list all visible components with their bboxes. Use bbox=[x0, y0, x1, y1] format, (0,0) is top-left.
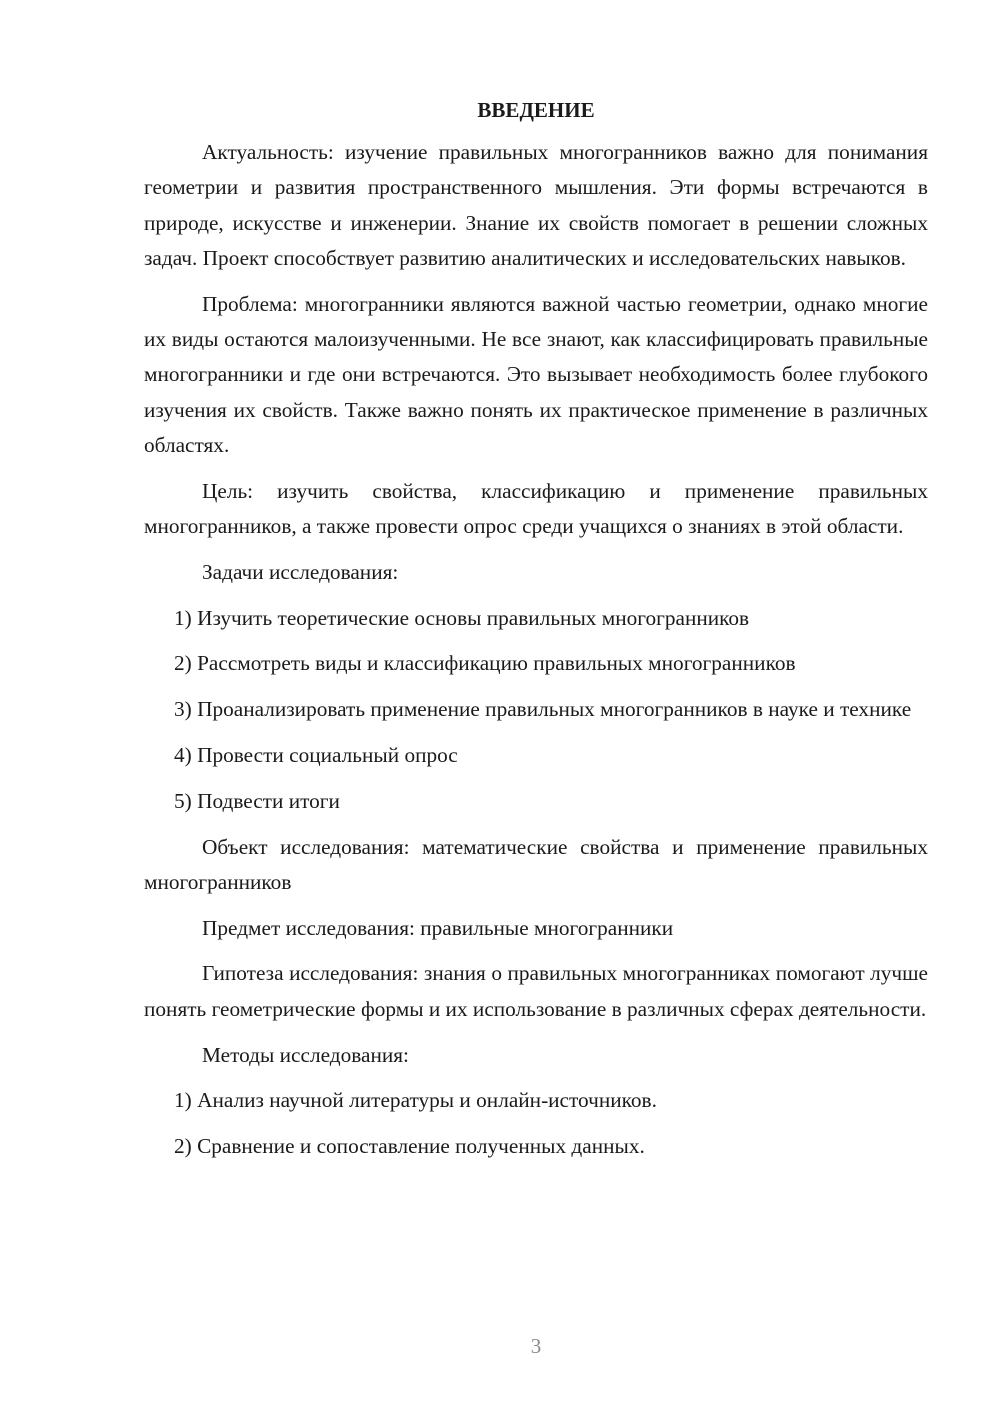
relevance-paragraph: Актуальность: изучение правильных многогранников важно для понимания геометрии и развития пространственного мышления. Эти формы встречаются в природе, искусстве и инженерии. Знание их свойств помогает в решении сложных задач. Проект способствует развитию аналитических и исследовательских навыков. bbox=[144, 140, 928, 270]
subject-paragraph: Предмет исследования: правильные многогранники bbox=[202, 915, 674, 940]
method-item: 1) Анализ научной литературы и онлайн-источников. bbox=[174, 1088, 657, 1113]
task-item: 3) Проанализировать применение правильных многогранников в науке и технике bbox=[174, 697, 912, 722]
object-paragraph: Объект исследования: математические свойства и применение правильных многогранников bbox=[144, 834, 928, 894]
task-item: 2) Рассмотреть виды и классификацию правильных многогранников bbox=[174, 651, 796, 676]
tasks-title: Задачи исследования: bbox=[202, 559, 399, 584]
task-item: 4) Провести социальный опрос bbox=[174, 742, 458, 767]
page-number: 3 bbox=[530, 1334, 542, 1358]
task-item: 1) Изучить теоретические основы правильных многогранников bbox=[174, 605, 750, 630]
section-heading: ВВЕДЕНИЕ bbox=[477, 98, 595, 122]
problem-paragraph: Проблема: многогранники являются важной частью геометрии, однако многие их виды остаются малоизученными. Не все знают, как классифицировать правильные многогранники и где они встречаются. Это вызывает необходимость более глубокого изучения их свойств. Также важно понять их практическое применение в различных областях. bbox=[144, 291, 928, 457]
hypothesis-paragraph: Гипотеза исследования: знания о правильных многогранниках помогают лучше понять геометрические формы и их использование в различных сферах деятельности. bbox=[144, 961, 928, 1021]
method-item: 2) Сравнение и сопоставление полученных данных. bbox=[174, 1134, 645, 1159]
task-item: 5) Подвести итоги bbox=[174, 788, 340, 813]
methods-title: Методы исследования: bbox=[202, 1042, 409, 1067]
page-content bbox=[144, 93, 928, 1175]
goal-paragraph: Цель: изучить свойства, классификацию и применение правильных многогранников, а также провести опрос среди учащихся о знаниях в этой области. bbox=[144, 478, 928, 538]
